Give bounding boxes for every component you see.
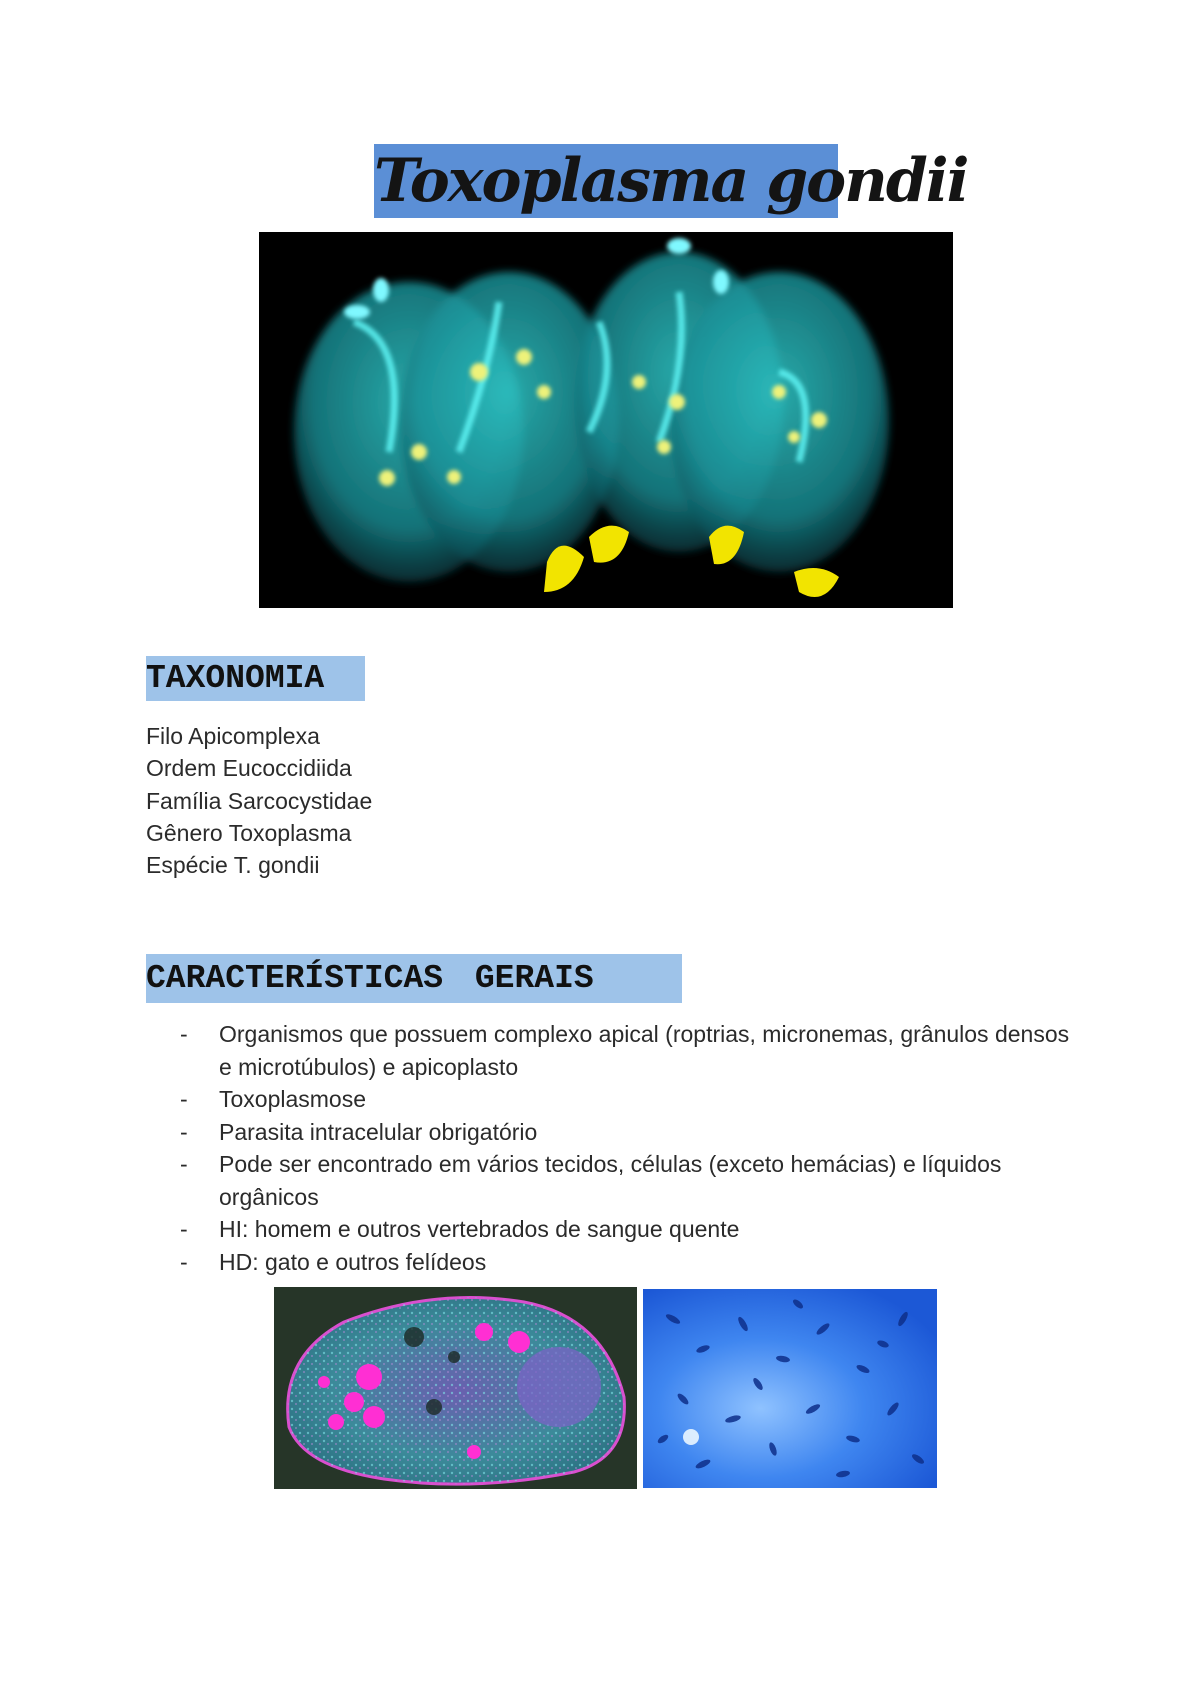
- list-item-text: Toxoplasmose: [219, 1086, 367, 1112]
- tachyzoites-micrograph: [643, 1289, 937, 1488]
- list-item: [180, 1213, 1080, 1246]
- list-item: [180, 1246, 1080, 1279]
- bullet-dash: -: [180, 1086, 188, 1112]
- taxonomy-item: Espécie T. gondii: [146, 852, 320, 879]
- page-title: Toxoplasma gondii: [374, 146, 968, 216]
- taxonomy-list: [146, 720, 372, 881]
- characteristics-heading: CARACTERÍSTICAS GERAIS: [146, 954, 682, 1003]
- bullet-dash: -: [180, 1248, 188, 1275]
- bullet-dash: -: [180, 1151, 188, 1177]
- list-item-text: Pode ser encontrado em vários tecidos, células (exceto hemácias) e líquidos orgânicos: [219, 1151, 1002, 1210]
- toxoplasma-fluorescence-micrograph: [259, 232, 953, 608]
- list-item-text: HI: homem e outros vertebrados de sangue quente: [219, 1216, 740, 1242]
- list-item-text: Organismos que possuem complexo apical (roptrias, micronemas, grânulos densos e microtúbulos) e apicoplasto: [219, 1021, 1070, 1080]
- list-item: [180, 1083, 1080, 1116]
- taxonomy-item: Família Sarcocystidae: [146, 787, 373, 814]
- toxoplasma-electron-micrograph: [274, 1287, 637, 1489]
- bullet-dash: -: [180, 1216, 188, 1242]
- taxonomy-heading: TAXONOMIA: [146, 656, 365, 701]
- list-item-text: HD: gato e outros felídeos: [219, 1248, 487, 1275]
- list-item-text: Parasita intracelular obrigatório: [219, 1118, 538, 1145]
- taxonomy-item: Ordem Eucoccidiida: [146, 755, 352, 782]
- bullet-dash: -: [180, 1118, 188, 1145]
- bullet-dash: -: [180, 1021, 188, 1047]
- taxonomy-item: Gênero Toxoplasma: [146, 819, 352, 846]
- list-item: [180, 1148, 1080, 1213]
- characteristics-list: [180, 1018, 1080, 1278]
- taxonomy-item: Filo Apicomplexa: [146, 723, 320, 749]
- title-highlight: [374, 144, 968, 218]
- list-item: [180, 1116, 1080, 1149]
- list-item: [180, 1018, 1080, 1083]
